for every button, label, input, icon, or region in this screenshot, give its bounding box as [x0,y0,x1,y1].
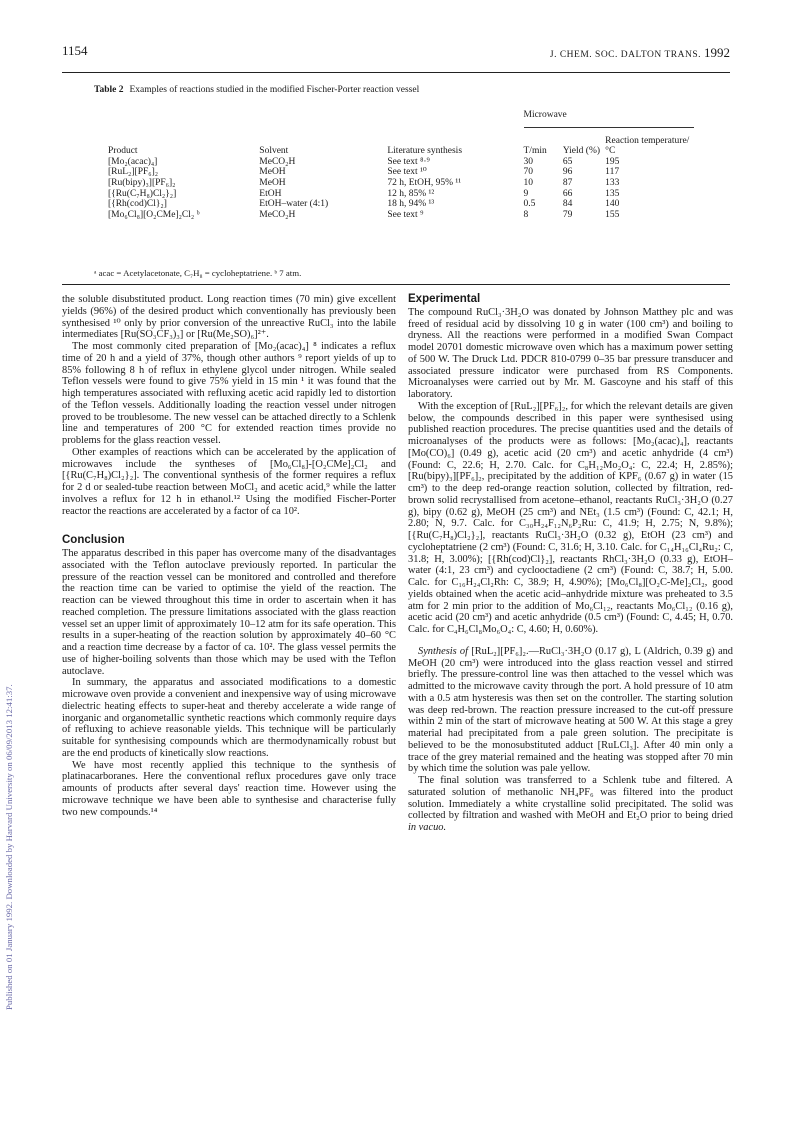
paragraph: With the exception of [RuL₂][PF₆]₂, for which the relevant details are given below, the compounds described in this paper were synthesised using published reaction procedures. The precise quantities used and the details of microanalyses of the products were as follows: [Mo₂(acac)₄], reactants [Mo(CO)₆] (0.49 g), acetic acid (20 cm³) and acetic anhydride (4 cm³) (Found: C, 22.6; H, 2.70. Calc. for C₈H₁₂Mo₂O₄: C, 22.4; H, 2.85%); [Ru(bipy)₃][PF₆]₂, precipitated by the addition of KPF₆ (0.67 g) in water (15 cm³) to the deep red-orange reaction solution, collected by filtration, red-brown solid recrystallised from acetone–ethanol, reactants RuCl₃·3H₂O (0.27 g), bipy (0.62 g), MeOH (25 cm³) and NEt₃ (1.5 cm³) (Found: C, 42.1; H, 2.80; N, 9.7. Calc. for C₃₀H₂₄F₁₂N₆P₂Ru: C, 41.9; H, 2.75; N, 9.8%); [{Ru(C₇H₈)Cl₂}₂], reactants RuCl₃·3H₂O (0.32 g), EtOH (23 cm³) and cycloheptatriene (2 cm³) (Found: C, 31.6; H, 3.10. Calc. for C₁₄H₁₆Cl₄Ru₂: C, 31.8; H, 3.00%); [{Rh(cod)Cl}₂], reactants RhCl₃·3H₂O (0.33 g), EtOH–water (4:1, 23 cm³) and cyclooctadiene (2 cm³) (Found: C, 38.7; H, 5.00. Calc. for C₁₆H₂₄Cl₂Rh: C, 38.9; H, 4.90%); [Mo₆Cl₈][O₂C-Me]₂Cl₂, good yields obtained when the acetic acid–anhydride mixture was preheated to 3.5 atm for 2 min prior to the addition of Mo₆Cl₁₂, reactants Mo₆Cl₁₂ (0.16 g), acetic acid (20 cm³) and acetic anhydride (0.5 cm³) (Found: C, 4.45; H, 0.70. Calc. for C₄H₆Cl₈Mo₆O₄: C, 4.60; H, 0.60%). [408,400,733,635]
journal-year: 1992 [704,45,730,60]
paragraph [408,646,733,775]
microwave-group-header: Microwave [524,110,699,128]
cell-solvent: EtOH [259,188,282,199]
cell-product: [{Ru(C₇H₈)Cl₂}₂] [108,188,177,199]
header-rule [62,72,730,73]
cell-temperature: 117 [605,167,620,178]
cell-literature: 72 h, EtOH, 95% ¹¹ [387,177,462,188]
table-label: Table 2 [94,85,124,95]
cell-literature: 18 h, 94% ¹³ [387,199,435,210]
cell-solvent: MeCO₂H [259,209,296,220]
table-row [108,157,698,168]
table-footnote: ᵃ acac = Acetylacetonate, C₇H₈ = cycloheptatriene. ᵇ 7 atm. [94,268,302,278]
cell-time: 10 [523,177,533,188]
reactions-table [108,110,698,220]
table-row [108,189,698,200]
paragraph: We have most recently applied this technique to the synthesis of platinacarboranes. Here the conventional reflux procedures gave only trace amounts of products after several days' reaction time. However using the microwave technique we have been able to synthesise and characterise fully two new compounds.¹⁴ [62,759,396,818]
table-bottom-rule [62,284,730,285]
cell-yield: 96 [562,167,573,178]
cell-solvent: MeOH [259,177,286,188]
synthesis-compound: [RuL₂][PF₆]₂. [471,645,529,657]
paragraph: In summary, the apparatus and associated modifications to a domestic microwave oven provide a convenient and inexpensive way of using microwave dielectric heating effects to super-heat and thereby accelerate a wide range of inorganic and organometallic synthetic reactions which commonly require days of refluxing to achieve reasonable yields. This technique will be particularly suitable for synthesising compounds which are thermodynamically robust but are the end products of kinetically slow reactions. [62,677,396,759]
cell-yield: 66 [562,188,573,199]
col-header-temperature: Reaction temperature/°C [605,135,690,157]
cell-yield: 79 [562,209,573,220]
synthesis-lead: Synthesis of [418,645,468,657]
col-header-literature: Literature synthesis [387,146,463,157]
right-column [408,294,733,834]
col-header-solvent: Solvent [259,146,289,157]
download-watermark-text: Published on 01 January 1992. Downloaded by Harvard University on 06/09/2013 12:41:37. [4,684,14,1010]
table-title: Examples of reactions studied in the modified Fischer-Porter reaction vessel [129,85,420,95]
journal-header [550,45,730,61]
col-header-time: T/min [523,146,547,157]
col-header-yield: Yield (%) [562,146,601,157]
table-row [108,210,698,221]
paragraph [408,775,733,834]
cell-temperature: 133 [605,177,620,188]
cell-product: [Ru(bipy)₃][PF₆]₂ [108,177,176,188]
cell-time: 0.5 [523,199,536,210]
cell-solvent: MeCO₂H [259,156,296,167]
cell-solvent: MeOH [259,167,286,178]
cell-literature: See text ⁸·⁹ [387,156,430,167]
left-column [62,294,396,818]
paragraph: The apparatus described in this paper has overcome many of the disadvantages associated with the Teflon autoclave previously reported. In particular the pressure of the reaction vessel can be monitored and controlled and therefore the reaction time can be varied to optimise the yield of the reaction. The reaction can be viewed throughout this time in order to ascertain when it has reached completion. The pressure limitations associated with the glass reaction vessel set an upper limit of approximately 10–12 atm for its safe operation. This results in a super-heating of the reaction solution by approximately 40–60 °C and a reaction time decrease by a factor of ca. 10². The glass vessel permits the use of higher-boiling solvents than those which may be used with the Teflon autoclave. [62,548,396,677]
in-vacuo: in vacuo. [408,822,447,833]
table-header-row [108,136,698,157]
cell-yield: 65 [562,156,573,167]
cell-temperature: 195 [605,156,620,167]
col-header-product: Product [108,146,138,157]
cell-time: 70 [523,167,533,178]
cell-temperature: 140 [605,199,620,210]
cell-literature: See text ¹⁰ [387,167,427,178]
cell-time: 9 [523,188,529,199]
cell-product: [{Rh(cod)Cl}₂] [108,199,167,210]
cell-product: [Mo₆Cl₈][O₂CMe]₂Cl₂ ᵇ [108,209,200,220]
cell-temperature: 135 [605,188,620,199]
paragraph-text: The final solution was transferred to a Schlenk tube and filtered. A saturated solution of methanolic NH₄PF₆ was filtered into the product solution. Immediately a white crystalline solid precipitated. The solid was collected by filtration and washed with MeOH and Et₂O prior to being dried [408,775,733,822]
cell-yield: 84 [562,199,573,210]
cell-temperature: 155 [605,209,620,220]
paragraph: The most commonly cited preparation of [Mo₂(acac)₄] ⁸ indicates a reflux time of 20 h and a yield of 37%, though other authors ⁹ report yields of up to 85% following 8 h of reflux in ethylene glycol under nitrogen. While sealed Teflon vessels were found to give 75% yield in 15 min ¹ it was found that the high temperatures associated with refluxing acetic acid rapidly led to distortion of the Teflon vessels. Additionally loading the reaction vessel under nitrogen proved to be troublesome. The new vessel can be attached directly to a Schlenk line and temperatures of 200 °C for extended reaction times provide no problems for the glass reaction vessel. [62,341,396,446]
table-row [108,199,698,210]
synthesis-text: —RuCl₃·3H₂O (0.17 g), L (Aldrich, 0.39 g) and MeOH (20 cm³) were introduced into the glass reaction vessel and stirred briefly. The pressure-control line was then attached to the vessel which was admitted to the microwave cavity through the port. A hold pressure of 10 atm with a 0.5 atm hysteresis was then set on the controller. The starting solution was deep red-brown. The reaction pressure increased to the cut-off pressure within 2 min of the start of microwave heating at 500 W. At this stage a grey material had precipitated from a pale green solution. The precipitate is believed to be the monosubstituted adduct [RuLCl₃]. After 40 min only a trace of the grey material remained and the heating was stopped after 70 min by which time the solution was pale yellow. [408,645,733,775]
cell-literature: 12 h, 85% ¹² [387,188,435,199]
experimental-heading: Experimental [408,293,481,305]
cell-product: [RuL₂][PF₆]₂ [108,167,159,178]
paragraph: The compound RuCl₃·3H₂O was donated by Johnson Matthey plc and was freed of residual acid by dissolving 10 g in water (100 cm³) and boiling to dryness. All the reactions were performed in a modified Swan Compact model 20701 domestic microwave oven which has a maximum power setting of 500 W. The Druck Ltd. PDCR 810-0799 0–35 bar pressure transducer and associated pressure indicator were purchased from RS Components. Microanalyses were carried out by Mr. M. Gascoyne and his staff of this laboratory. [408,306,733,400]
table-row [108,167,698,178]
paragraph: Other examples of reactions which can be accelerated by the application of microwaves include the syntheses of [Mo₆Cl₈]-[O₂CMe]₂Cl₂ and [{Ru(C₇H₈)Cl₂}₂]. The conventional synthesis of the former requires a reflux for 2 d or sealed-tube reaction between MoCl₂ and acetic acid,⁹ while the latter involves a reflux for 12 h in ethanol.¹² Using the modified Fischer-Porter reactor the reactions are accelerated by a factor of ca 10². [62,446,396,517]
table-caption [94,85,419,95]
paragraph: the soluble disubstituted product. Long reaction times (70 min) give excellent yields (96%) of the desired product which conventionally has previously been synthesised ¹⁰ only by prior conversion of the unreactive RuCl₃ into the labile intermediates [Ru(SO₃CF₃)₃] or [Ru(Me₂SO)₆]²⁺. [62,294,396,341]
cell-product: [Mo₂(acac)₄] [108,156,158,167]
cell-solvent: EtOH–water (4:1) [259,199,329,210]
journal-name: J. CHEM. SOC. DALTON TRANS. [549,50,701,60]
cell-time: 8 [523,209,529,220]
cell-time: 30 [523,156,533,167]
download-watermark [2,270,16,1010]
cell-literature: See text ⁹ [387,209,424,220]
table-row [108,178,698,189]
cell-yield: 87 [562,177,573,188]
conclusion-heading: Conclusion [62,534,125,547]
page-number: 1154 [62,43,88,58]
